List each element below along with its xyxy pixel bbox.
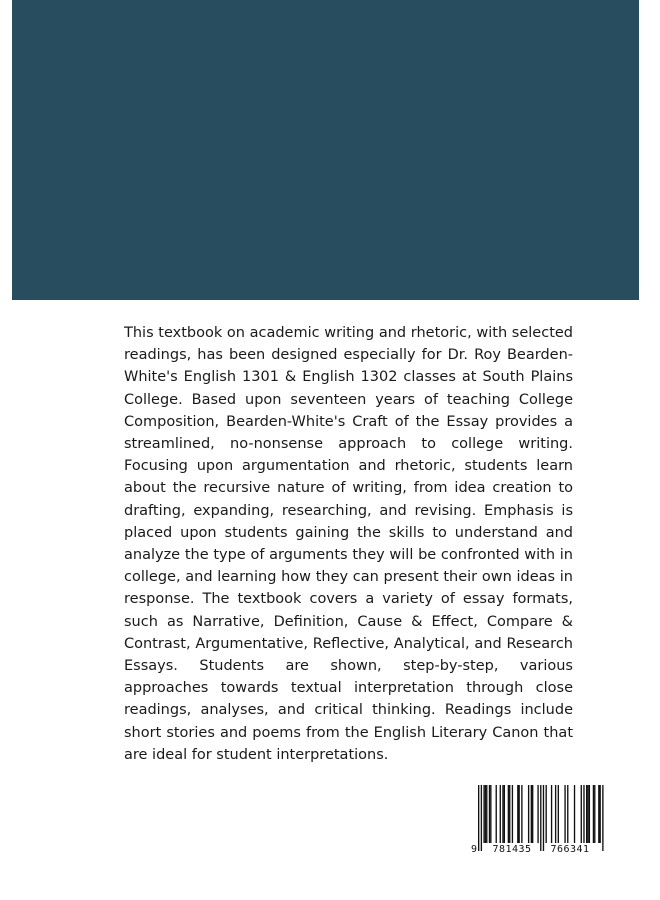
barcode-bar	[532, 785, 533, 843]
barcode-bar	[537, 785, 538, 843]
barcode-bar	[486, 785, 487, 843]
barcode-bar	[567, 785, 568, 843]
barcode-bar	[558, 785, 559, 843]
back-cover-description: This textbook on academic writing and rhetoric, with selected readings, has been designed especially for Dr. Roy Bearden-White's English 1301 & English 1302 classes at South Plains College. Based upon seventeen years of teaching College Composition, Bearden-White's Craft of the Essay provides a streamlined, no-nonsense approach to college writing. Focusing upon argumentation and rhetoric, students learn about the recursive nature of writing, from idea creation to drafting, expanding, researching, and revising. Emphasis is placed upon students gaining the skills to understand and analyze the type of arguments they will be confronted with in college, and learning how they can present their own ideas in response. The textbook covers a variety of essay formats, such as Narrative, Definition, Cause & Effect, Compare & Contrast, Argumentative, Reflective, Analytical, and Research Essays. Students are shown, step-by-step, various approaches towards textual interpretation through close readings, analyses, and critical thinking. Readings include short stories and poems from the English Literary Canon that are ideal for student interpretations.	[124, 325, 573, 763]
barcode-bar	[528, 785, 529, 843]
barcode-bar	[594, 785, 595, 843]
barcode-bar	[489, 785, 490, 843]
barcode-guard-bar	[540, 785, 541, 851]
barcode-bar	[517, 785, 518, 843]
barcode-bar	[583, 785, 584, 843]
barcode-bar	[555, 785, 556, 843]
barcode-bar	[496, 785, 497, 843]
isbn-right-digits: 766341	[550, 844, 590, 855]
barcode-bar	[587, 785, 588, 843]
barcode-bar	[586, 785, 587, 843]
barcode-bar	[509, 785, 510, 843]
cover-color-band	[12, 0, 639, 300]
barcode-bar	[521, 785, 522, 843]
barcode-bar	[564, 785, 565, 843]
barcode-guard-bar	[481, 785, 482, 851]
barcode-bar	[551, 785, 552, 843]
barcode-bar	[502, 785, 503, 843]
barcode-bar	[490, 785, 491, 843]
barcode-bar	[574, 785, 575, 843]
barcode-bar	[531, 785, 532, 843]
barcode-bar	[500, 785, 501, 843]
barcode-bar	[589, 785, 590, 843]
barcode-bar	[593, 785, 594, 843]
barcode-bar	[581, 785, 582, 843]
barcode-bar	[600, 785, 601, 843]
barcode-bar	[519, 785, 520, 843]
barcode-bar	[483, 785, 484, 843]
barcode-bar	[546, 785, 547, 843]
isbn-left-digits: 781435	[492, 844, 532, 855]
barcode-bar	[598, 785, 599, 843]
isbn-barcode	[470, 785, 604, 858]
barcode-bar	[512, 785, 513, 843]
isbn-lead-digit: 9	[471, 844, 478, 855]
barcode-bar	[508, 785, 509, 843]
barcode-bar	[504, 785, 505, 843]
barcode-guard-bar	[543, 785, 544, 851]
barcode-guard-bar	[478, 785, 479, 851]
barcode-bar	[485, 785, 486, 843]
barcode-guard-bar	[602, 785, 603, 851]
